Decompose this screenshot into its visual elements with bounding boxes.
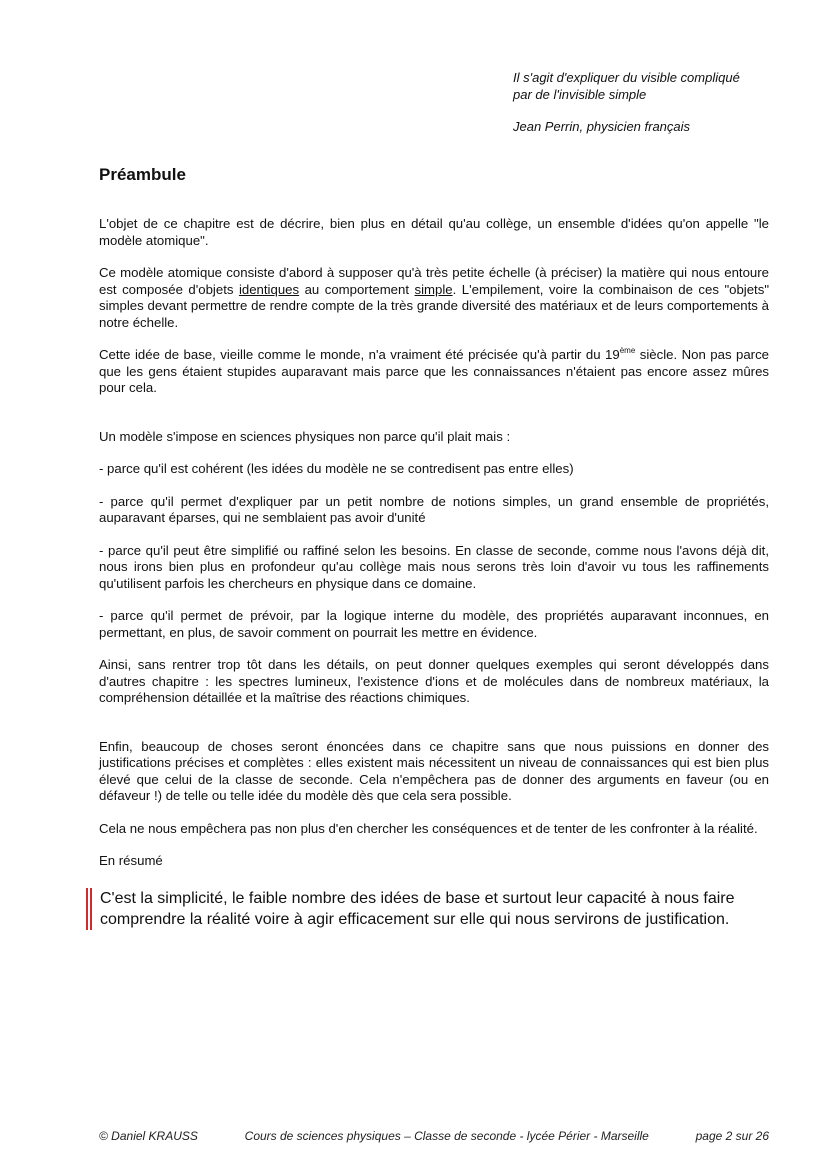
superscript-eme: ème: [619, 346, 636, 355]
accent-bar-left: [86, 888, 88, 930]
summary-block: [86, 888, 776, 930]
paragraph-1: L'objet de ce chapitre est de décrire, bien plus en détail qu'au collège, un ensemble d'idées qu'on appelle "le modèle atomique".: [99, 216, 769, 248]
paragraph-2-part-b: au comportement: [299, 281, 415, 297]
paragraph-2-part-a: Ce modèle atomique consiste d'abord à supposer qu'à très petite échelle (à préciser) la matière qui nous entoure est composée d'objets: [99, 265, 769, 297]
paragraph-enfin: Enfin, beaucoup de choses seront énoncées dans ce chapitre sans que nous puissions en donner des justifications précises et complètes : elles existent mais nécessitent un niveau de connaissances qui est bien plus élevé que celui de la classe de seconde. Cela n'empêchera pas de donner des arguments en faveur (ou en défaveur !) de telle ou telle idée du modèle dès que cela sera possible.: [99, 738, 769, 803]
footer-author: © Daniel KRAUSS: [99, 1129, 198, 1143]
paragraph-2: [99, 265, 769, 331]
paragraph-4: Un modèle s'impose en sciences physiques non parce qu'il plait mais :: [99, 428, 511, 444]
paragraph-en-resume: En résumé: [99, 853, 163, 868]
epigraph-author: Jean Perrin, physicien français: [513, 119, 691, 134]
footer-page-number: page 2 sur 26: [695, 1129, 769, 1143]
paragraph-3: [99, 347, 769, 397]
paragraph-3-part-a: Cette idée de base, vieille comme le monde, n'a vraiment été précisée qu'à partir du 19: [99, 347, 620, 362]
underlined-simple: simple: [414, 281, 453, 297]
bullet-prevoir: - parce qu'il permet de prévoir, par la logique interne du modèle, des propriétés auparavant inconnues, en permettant, en plus, de savoir comment on pourrait les mettre en évidence.: [99, 608, 769, 640]
epigraph-line-2: par de l'invisible simple: [513, 86, 647, 102]
bullet-simplifie: - parce qu'il peut être simplifié ou raffiné selon les besoins. En classe de seconde, comme nous l'avons déjà dit, nous irons bien plus en profondeur qu'au collège mais nous serons très loin d'avoir vu tous les raffinements qu'utilisent parfois les chercheurs en physique dans ce domaine.: [99, 542, 769, 591]
body-text: [99, 216, 769, 870]
paragraph-ainsi: Ainsi, sans rentrer trop tôt dans les détails, on peut donner quelques exemples qui seront développés dans d'autres chapitre : les spectres lumineux, l'existence d'ions et de molécules dans de nombreux matériaux, la compréhension détaillée et la maîtrise des réactions chimiques.: [99, 657, 769, 705]
epigraph-line-1: Il s'agit d'expliquer du visible compliqué: [513, 70, 740, 85]
summary-accent-bars: [86, 888, 92, 930]
section-title: Préambule: [99, 165, 186, 184]
paragraph-3-part-b: siècle. Non pas parce que les gens étaient stupides auparavant mais parce que les connaissances n'étaient pas encore assez mûres pour cela.: [99, 347, 769, 395]
epigraph: [513, 70, 803, 136]
summary-text: C'est la simplicité, le faible nombre des idées de base et surtout leur capacité à nous faire comprendre la réalité voire à agir efficacement sur elle qui nous servirons de justification.: [100, 890, 735, 928]
paragraph-2-part-c: . L'empilement, voire la combinaison de ces "objets" simples devant permettre de rendre compte de la très grande diversité des matériaux et de leurs comportements à notre échelle.: [99, 281, 769, 330]
bullet-coherent: - parce qu'il est cohérent (les idées du modèle ne se contredisent pas entre elles): [99, 461, 574, 476]
page-footer: [99, 1129, 769, 1143]
accent-bar-right: [90, 888, 92, 930]
underlined-identiques: identiques: [238, 281, 300, 297]
bullet-expliquer: - parce qu'il permet d'expliquer par un petit nombre de notions simples, un grand ensemble de propriétés, auparavant éparses, qui ne semblaient pas avoir d'unité: [99, 493, 769, 525]
paragraph-consequences: Cela ne nous empêchera pas non plus d'en chercher les conséquences et de tenter de les confronter à la réalité.: [99, 820, 758, 836]
footer-course: Cours de sciences physiques – Classe de seconde - lycée Périer - Marseille: [244, 1129, 649, 1143]
